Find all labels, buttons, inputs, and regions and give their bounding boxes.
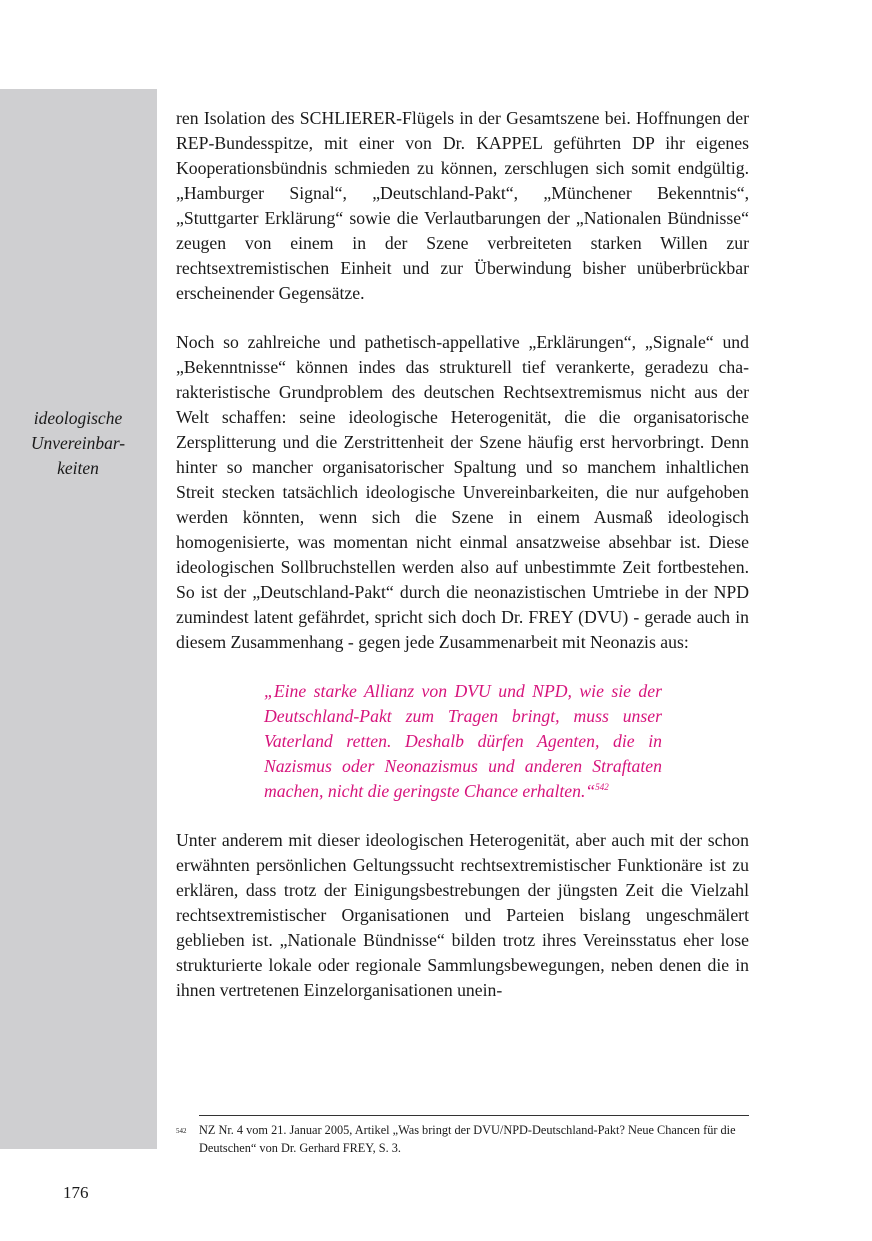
margin-note bbox=[8, 406, 148, 481]
margin-note-line-1: ideologische bbox=[33, 408, 123, 428]
margin-note-line-3: keiten bbox=[57, 458, 99, 478]
footnote-text: NZ Nr. 4 vom 21. Januar 2005, Artikel „Was bringt der DVU/NPD-Deutschland-Pakt? Neue Chancen für die Deutschen“ von Dr. Gerhard FREY, S. 3. bbox=[199, 1123, 736, 1155]
paragraph-1: ren Isolation des SCHLIERER-Flügels in der Gesamtszene bei. Hoffnungen der REP-Bundesspitze, mit einer von Dr. KAPPEL geführten DP ihr eigenes Kooperationsbündnis schmieden zu können, zerschlugen sich somit endgültig. „Hamburger Signal“, „Deutschland-Pakt“, „Münchener Bekenntnis“, „Stuttgarter Erklärung“ sowie die Verlautbarungen der „Nationalen Bündnisse“ zeugen von einem in der Szene verbreiteten starken Willen zur rechtsextremistischen Einheit und zur Überwindung bisher unüberbrückbar erscheinender Gegensätze. bbox=[176, 108, 749, 303]
paragraph-2: Noch so zahlreiche und pathetisch-appellative „Erklärungen“, „Signale“ und „Bekenntnisse“ können indes das strukturell tief verankerte, geradezu charakteristische Grundproblem des deutschen Rechtsextremismus nicht aus der Welt schaffen: seine ideologische Heterogenität, die die organisatorische Zersplitterung und die Zerstrittenheit der Szene häufig erst hervorbringt. Denn hinter so mancher organisatorischer Spaltung und so manchem inhaltlichen Streit stecken tatsächlich ideologische Unvereinbarkeiten, die nur aufgehoben werden könnten, wenn sich die Szene in einem Ausmaß ideologisch homogenisierte, was momentan nicht einmal ansatzweise absehbar ist. Diese ideologischen Sollbruchstellen werden also auf unbestimmte Zeit fortbestehen. So ist der „Deutschland-Pakt“ durch die neonazistischen Umtriebe in der NPD zumindest latent gefährdet, spricht sich doch Dr. FREY (DVU) - gerade auch in diesem Zusammenhang - gegen jede Zusammenarbeit mit Neonazis aus: bbox=[176, 332, 749, 652]
footnote bbox=[176, 1121, 749, 1157]
footnote-reference: 542 bbox=[595, 782, 609, 793]
quote-text: „Eine starke Allianz von DVU und NPD, wie sie der Deutschland-Pakt zum Tragen bringt, muss unser Vaterland retten. Deshalb dürfen Agenten, die in Nazismus oder Neonazismus und anderen Straftaten machen, nicht die geringste Chance erhalten.“ bbox=[264, 681, 662, 801]
footnote-number: 542 bbox=[176, 1127, 187, 1135]
margin-note-line-2: Unvereinbar- bbox=[30, 433, 126, 453]
page-number: 176 bbox=[63, 1183, 89, 1202]
footnote-divider bbox=[199, 1115, 749, 1116]
margin-sidebar bbox=[0, 89, 157, 1149]
block-quote bbox=[264, 679, 662, 804]
body-text bbox=[176, 106, 749, 1003]
paragraph-3: Unter anderem mit dieser ideologischen Heterogenität, aber auch mit der schon erwähnten persönlichen Geltungssucht rechtsextremistischer Funktionäre ist zu erklären, dass trotz der Einigungsbestrebungen der jüngsten Zeit die Vielzahl rechtsextremistischer Organisationen und Parteien bislang ungeschmälert geblieben ist. „Nationale Bündnisse“ bilden trotz ihres Vereinsstatus eher lose strukturierte lokale oder regionale Sammlungsbewegungen, neben denen die in ihnen vertretenen Einzelorganisationen unein- bbox=[176, 830, 749, 1000]
